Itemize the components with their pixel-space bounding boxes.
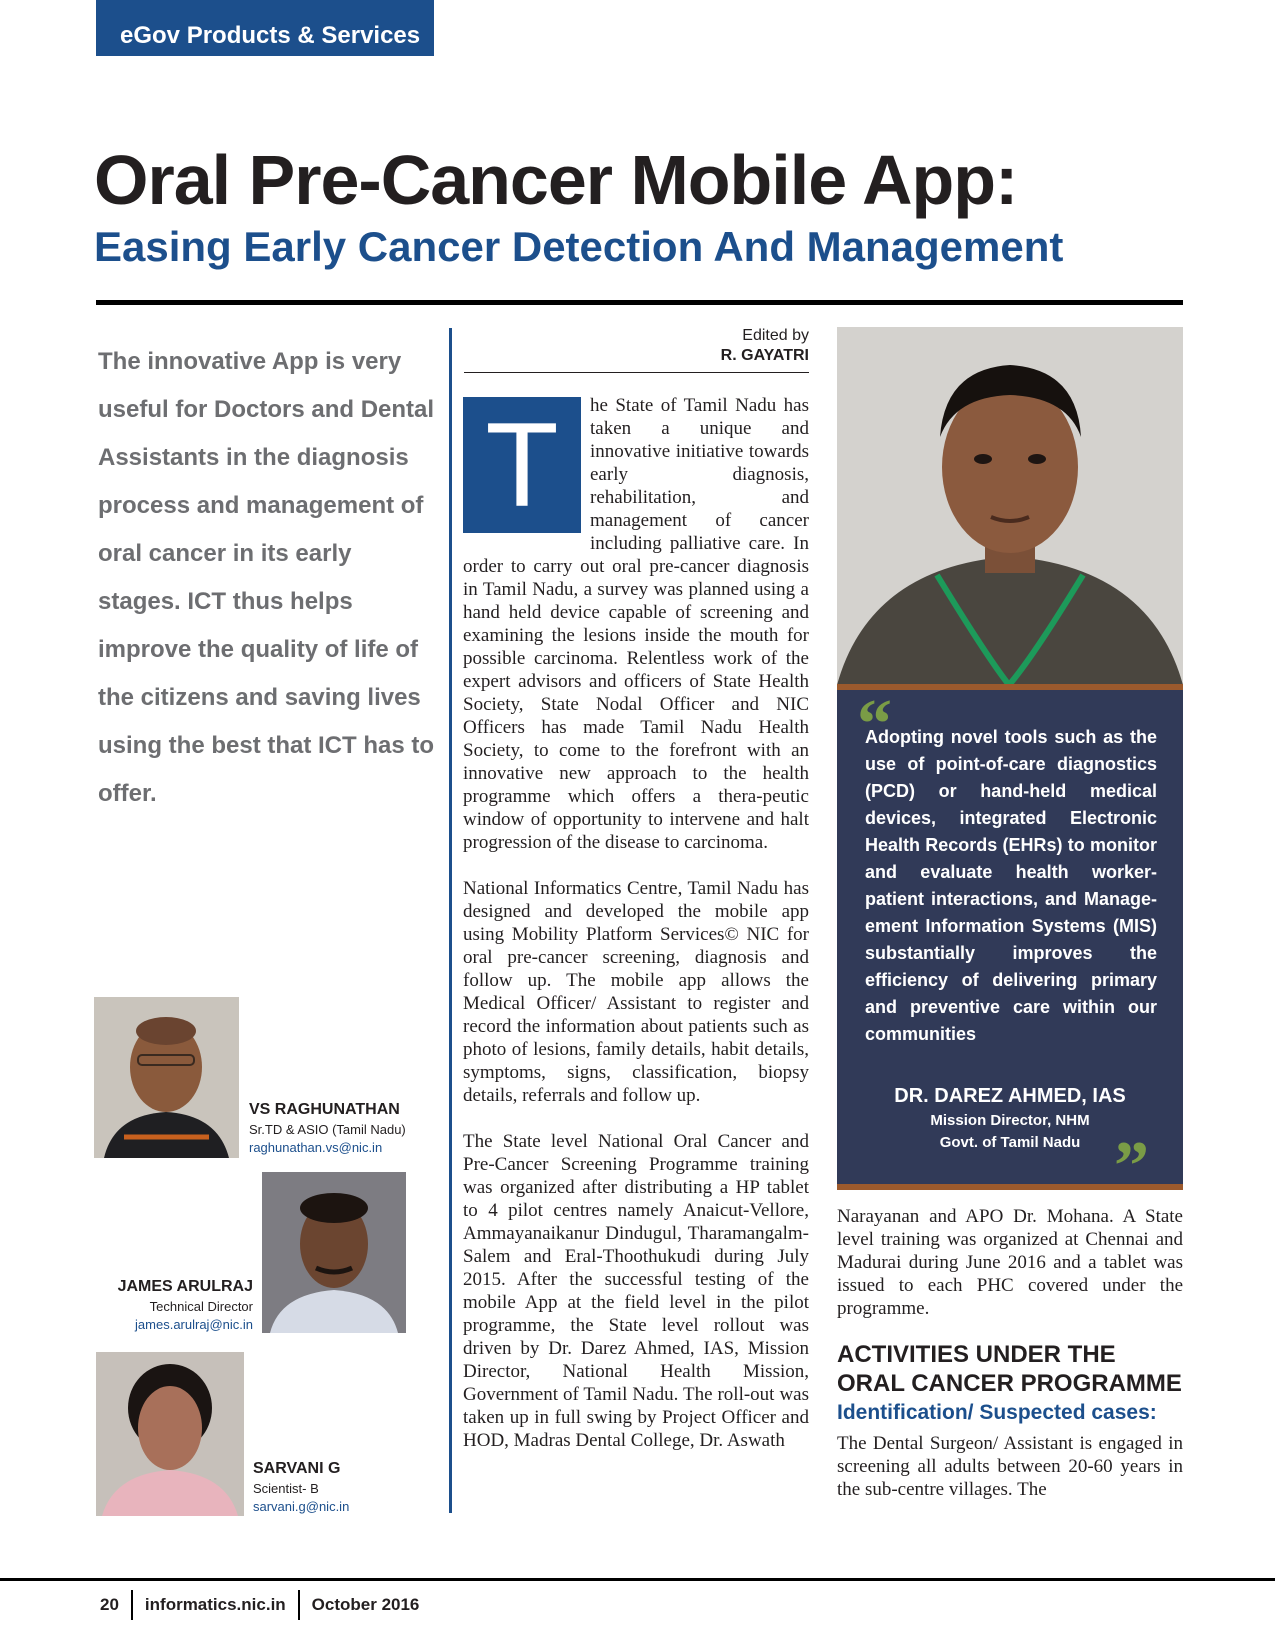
editor-credit — [464, 326, 809, 366]
paragraph-text: he State of Tamil Nadu has taken a unique and innovative initiative towards early diagnosis, rehabilitation, and management of cancer including palliative care. In order to carry out oral pre-cancer diagnosis in Tamil Nadu, a survey was planned using a hand held device capable of screening and examining the lesions inside the mouth for possible carcinoma. Relentless work of the expert advisors and officers of State Health Society, State Nodal Officer and NIC Officers has made Tamil Nadu Health Society, to come to the forefront with an innovative new approach to the health programme which offers a thera-peutic window of opportunity to intervene and halt progression of the disease to carcinoma. — [463, 395, 809, 853]
column-divider — [449, 328, 452, 1513]
author-photo-raghunathan — [94, 997, 239, 1158]
page-number: 20 — [100, 1595, 119, 1614]
article-paragraph — [463, 394, 809, 854]
article-paragraph: Narayanan and APO Dr. Mohana. A State level training was organized at Chennai and Madurai during June 2016 and a tablet was issued to each PHC covered under the programme. — [837, 1206, 1183, 1319]
author-email[interactable]: sarvani.g@nic.in — [253, 1499, 350, 1514]
article-paragraph: The Dental Surgeon/ Assistant is engaged in screening all adults between 20-60 years in the sub-centre villages. The — [837, 1433, 1183, 1500]
person-photo-icon — [837, 327, 1183, 685]
article-continued — [837, 1205, 1183, 1501]
author-photo-arulraj — [262, 1172, 406, 1333]
title-divider — [96, 300, 1183, 305]
quote-author-org: Govt. of Tamil Nadu — [939, 1134, 1081, 1151]
section-subheading: Identification/ Suspected cases: — [837, 1401, 1157, 1424]
pull-quote-text: Adopting novel tools such as the use of point-of-care diagnostics (PCD) or hand-held medical devices, integrated Electronic Health Records (EHRs) to monitor and evaluate health worker-patient interactions, and Manage-ement Information Systems (MIS) substantially improves the efficiency of delivering primary and preventive care within our communities — [865, 727, 1157, 1044]
editor-divider — [464, 372, 809, 373]
footer-separator — [131, 1590, 133, 1620]
footer-divider — [0, 1578, 1275, 1581]
portrait-photo — [837, 327, 1183, 685]
page-subtitle: Easing Early Cancer Detection And Management — [94, 223, 1064, 270]
page-title: Oral Pre-Cancer Mobile App: — [94, 141, 1018, 219]
footer-site-link[interactable]: informatics.nic.in — [144, 1595, 286, 1614]
footer-separator — [298, 1590, 300, 1620]
footer-issue: October 2016 — [311, 1595, 420, 1614]
author-info-raghunathan — [249, 1099, 406, 1157]
pull-quote — [837, 684, 1183, 1205]
intro-quote: The innovative App is very useful for Doctors and Dental Assistants in the diagnosis process and management of oral cancer in its early stages. ICT thus helps improve the quality of life of the citizens and saving lives using the best that ICT has to offer. — [98, 348, 435, 807]
author-email[interactable]: james.arulraj@nic.in — [135, 1317, 253, 1332]
author-photo-sarvani — [96, 1352, 244, 1516]
page-footer — [100, 1588, 419, 1622]
drop-cap: T — [463, 397, 581, 533]
section-tag: eGov Products & Services — [96, 0, 434, 56]
article-body — [463, 394, 809, 1475]
close-quote-icon: ” — [1114, 1128, 1149, 1205]
author-name: VS RAGHUNATHAN — [249, 1101, 400, 1118]
author-role: Scientist- B — [253, 1481, 319, 1496]
person-photo-icon — [96, 1352, 244, 1516]
person-photo-icon — [94, 997, 239, 1158]
author-role: Sr.TD & ASIO (Tamil Nadu) — [249, 1122, 406, 1137]
author-email[interactable]: raghunathan.vs@nic.in — [249, 1140, 383, 1155]
quote-author-role: Mission Director, NHM — [930, 1112, 1090, 1129]
author-info-sarvani — [253, 1458, 349, 1516]
author-role: Technical Director — [149, 1299, 253, 1314]
quote-author-name: DR. DAREZ AHMED, IAS — [894, 1085, 1126, 1107]
person-photo-icon — [262, 1172, 406, 1333]
article-paragraph: The State level National Oral Cancer and Pre-Cancer Screening Programme training was organized after distributing a HP tablet to 4 pilot centres namely Anaicut-Vellore, Ammayanaikanur Dindugul, Tharamangalm-Salem and Eral-Thoothukudi during July 2015. After the successful testing of the mobile App at the field level in the pilot programme, the State level rollout was driven by Dr. Darez Ahmed, IAS, Mission Director, National Health Mission, Government of Tamil Nadu. The roll-out was taken up in full swing by Project Officer and HOD, Madras Dental College, Dr. Aswath — [463, 1131, 809, 1451]
editor-name: R. GAYATRI — [720, 347, 809, 364]
editor-label: Edited by — [742, 327, 809, 344]
author-info-arulraj — [96, 1276, 253, 1334]
section-heading: ACTIVITIES UNDER THE ORAL CANCER PROGRAMME — [837, 1341, 1182, 1397]
author-name: JAMES ARULRAJ — [117, 1278, 253, 1295]
open-quote-icon: “ — [857, 686, 892, 763]
author-name: SARVANI G — [253, 1460, 341, 1477]
article-paragraph: National Informatics Centre, Tamil Nadu has designed and developed the mobile app using Mobility Platform Services© NIC for oral pre-cancer screening, diagnosis and follow up. The mobile app allows the Medical Officer/ Assistant to register and record the information about patients such as photo of lesions, family details, habit details, symptoms, signs, classification, biopsy details, referrals and follow up. — [463, 878, 809, 1106]
